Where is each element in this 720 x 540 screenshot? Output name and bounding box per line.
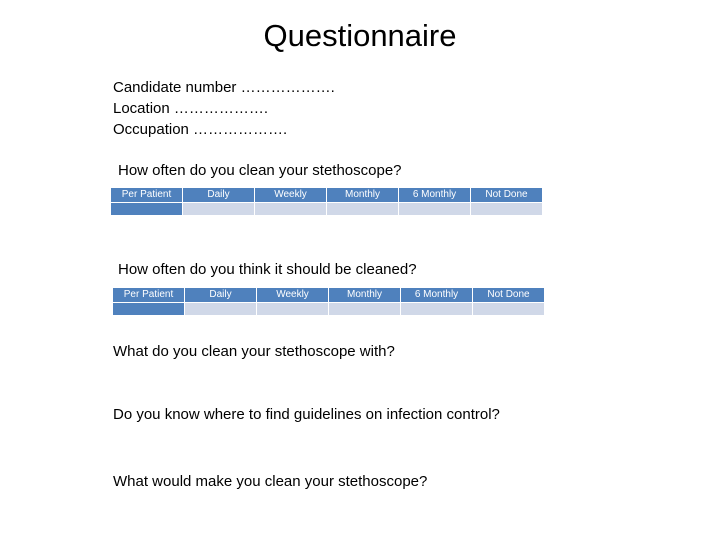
- option-not-done: [471, 188, 542, 215]
- option-answer-cell[interactable]: [185, 303, 256, 315]
- page-title: Questionnaire: [263, 18, 457, 53]
- option-answer-cell[interactable]: [329, 303, 400, 315]
- option-header: Weekly: [255, 188, 326, 202]
- option-answer-cell[interactable]: [399, 203, 470, 215]
- option-answer-cell[interactable]: [471, 203, 542, 215]
- option-weekly: [257, 288, 328, 315]
- location-field[interactable]: Location ……………….: [113, 100, 269, 117]
- option-monthly: [329, 288, 400, 315]
- option-header: 6 Monthly: [399, 188, 470, 202]
- option-not-done: [473, 288, 544, 315]
- question-2-text: How often do you think it should be cleaned?: [118, 261, 417, 278]
- option-per-patient: [113, 288, 184, 315]
- option-header: 6 Monthly: [401, 288, 472, 302]
- option-per-patient: [111, 188, 182, 215]
- question-1-options-table: [111, 188, 542, 215]
- option-header: Weekly: [257, 288, 328, 302]
- option-answer-cell[interactable]: [327, 203, 398, 215]
- question-5-text: What would make you clean your stethoscope?: [113, 473, 428, 490]
- option-answer-cell[interactable]: [257, 303, 328, 315]
- question-3-text: What do you clean your stethoscope with?: [113, 343, 395, 360]
- option-header: Not Done: [473, 288, 544, 302]
- option-answer-cell[interactable]: [255, 203, 326, 215]
- option-answer-cell[interactable]: [113, 303, 184, 315]
- question-1-text: How often do you clean your stethoscope?: [118, 162, 402, 179]
- option-weekly: [255, 188, 326, 215]
- option-answer-cell[interactable]: [111, 203, 182, 215]
- option-header: Daily: [185, 288, 256, 302]
- option-header: Not Done: [471, 188, 542, 202]
- option-monthly: [327, 188, 398, 215]
- option-6-monthly: [401, 288, 472, 315]
- candidate-number-field[interactable]: Candidate number ……………….: [113, 79, 335, 96]
- candidate-info: [113, 77, 335, 140]
- option-answer-cell[interactable]: [183, 203, 254, 215]
- option-header: Per Patient: [111, 188, 182, 202]
- occupation-field[interactable]: Occupation ……………….: [113, 121, 288, 138]
- option-daily: [185, 288, 256, 315]
- option-answer-cell[interactable]: [473, 303, 544, 315]
- question-2-options-table: [113, 288, 544, 315]
- option-header: Per Patient: [113, 288, 184, 302]
- option-answer-cell[interactable]: [401, 303, 472, 315]
- option-header: Monthly: [329, 288, 400, 302]
- question-4-text: Do you know where to find guidelines on infection control?: [113, 406, 500, 423]
- option-header: Monthly: [327, 188, 398, 202]
- option-daily: [183, 188, 254, 215]
- option-header: Daily: [183, 188, 254, 202]
- option-6-monthly: [399, 188, 470, 215]
